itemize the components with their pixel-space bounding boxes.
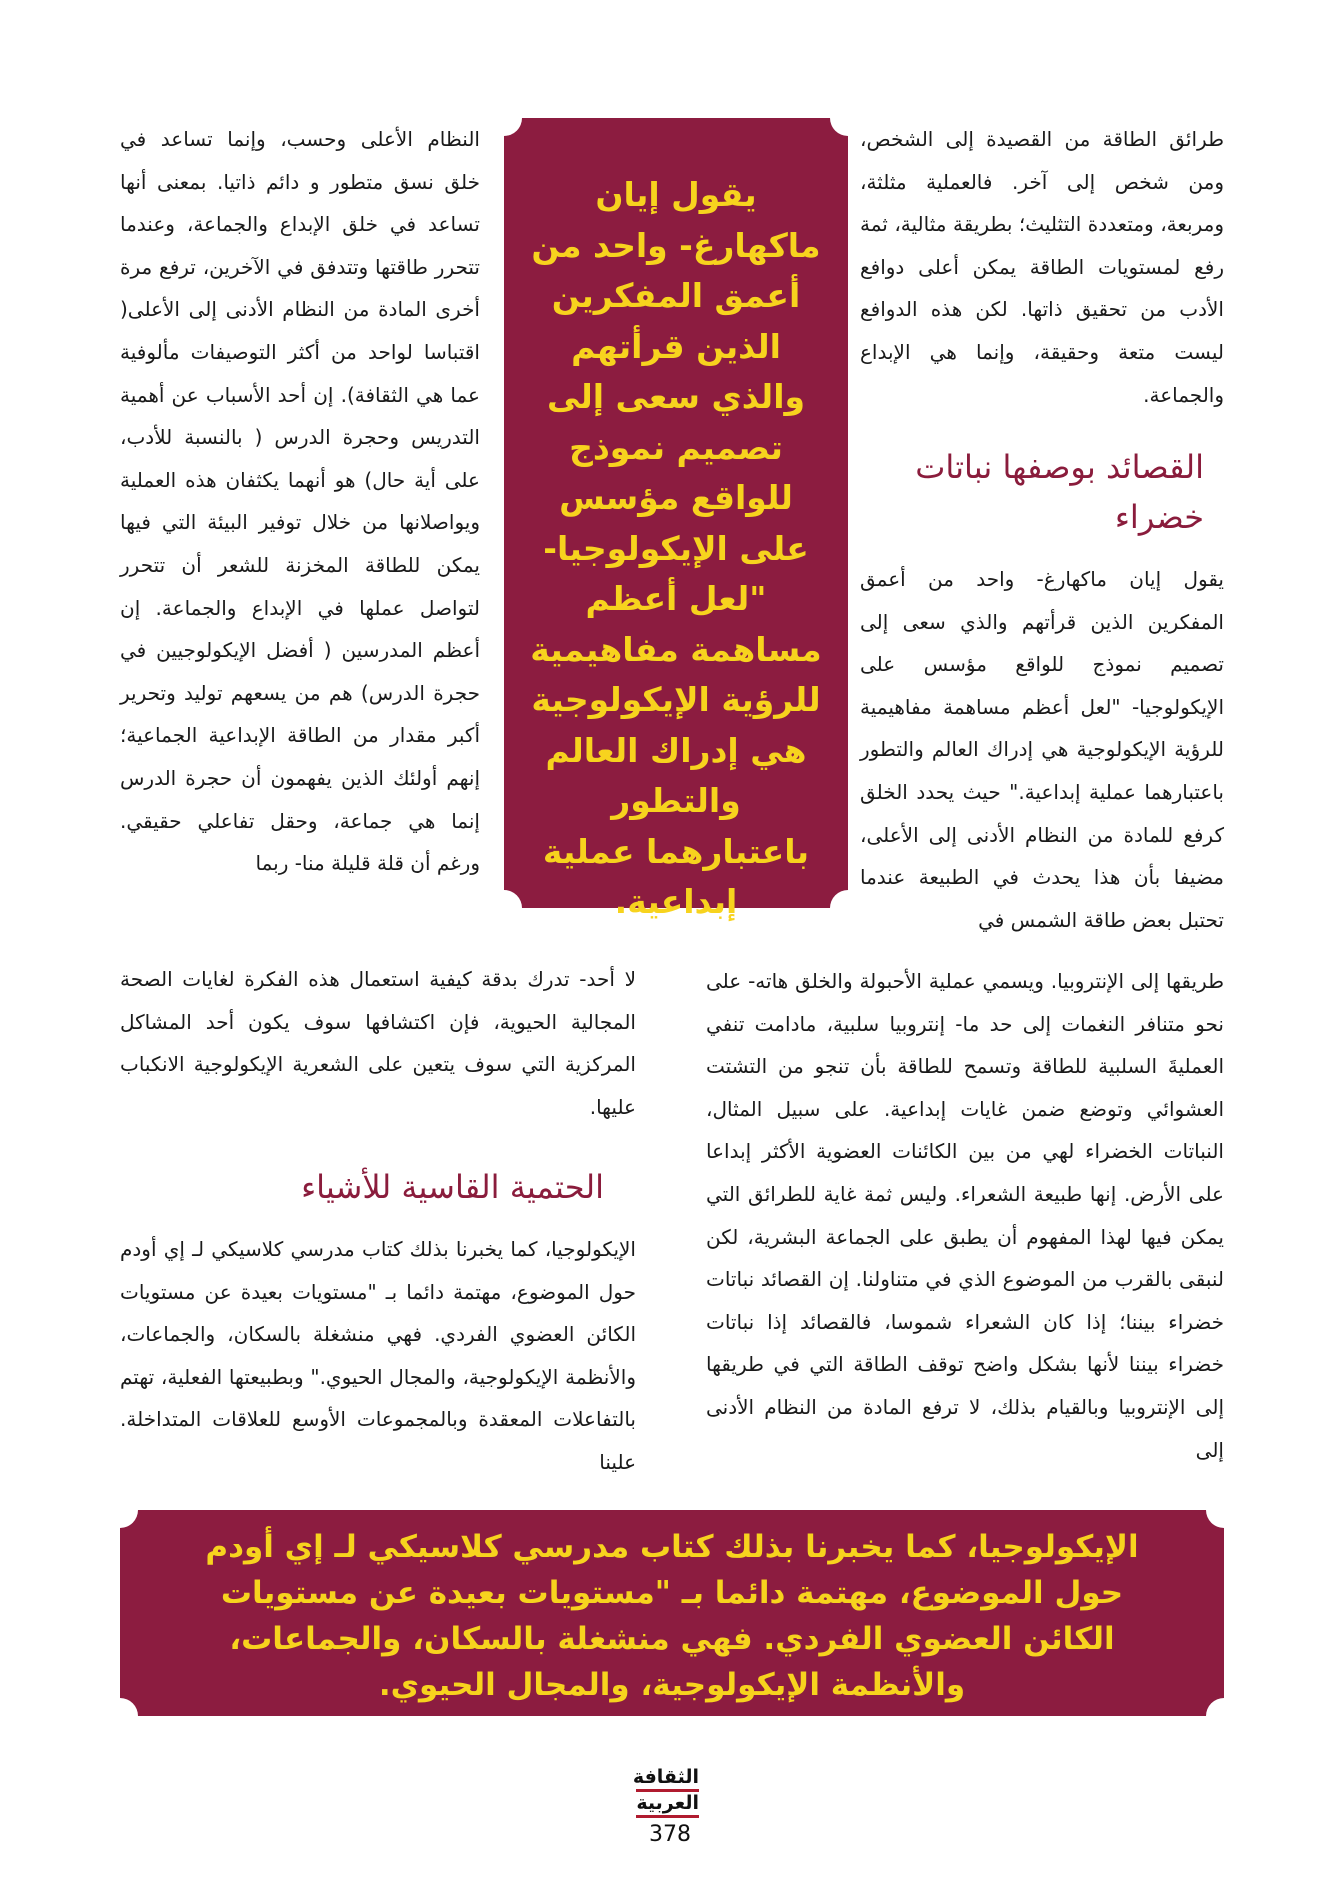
- pull-quote-bottom: [120, 1510, 1224, 1716]
- section-heading-harsh-determinism: الحتمية القاسية للأشياء: [301, 1168, 604, 1206]
- paragraph: يقول إيان ماكهارغ- واحد من أعمق المفكرين الذين قرأتهم والذي سعى إلى تصميم نموذج للواقع مؤسس على الإيكولوجيا- "لعل أعظم مساهمة مفاهيمية للرؤية الإيكولوجية هي إدراك العالم والتطور باعتبارهما عملية إبداعية." حيث يحدد الخلق كرفع للمادة من النظام الأدنى إلى الأعلى، مضيفا بأن هذا يحدث في الطبيعة عندما تحتبل بعض طاقة الشمس في: [860, 567, 1224, 932]
- corner-notch: [830, 100, 866, 136]
- section-heading-green-plants: القصائد بوصفها نباتات خضراء: [915, 448, 1204, 536]
- page-number: 378: [649, 1822, 691, 1847]
- corner-notch: [102, 1698, 138, 1734]
- corner-notch: [1206, 1698, 1242, 1734]
- pull-quote-text: الإيكولوجيا، كما يخبرنا بذلك كتاب مدرسي كلاسيكي لـ إي أودم حول الموضوع، مهتمة دائما بـ "مستويات بعيدة عن مستويات الكائن العضوي الفردي. فهي منشغلة بالسكان، والجماعات، والأنظمة الإيكولوجية، والمجال الحيوي.: [205, 1529, 1139, 1703]
- corner-notch: [102, 1492, 138, 1528]
- logo-line-2: العربية: [636, 1789, 699, 1818]
- right-column-body: [860, 558, 1224, 941]
- right-column-body-wide: [706, 960, 1224, 1471]
- left-column-body: [120, 1228, 636, 1484]
- corner-notch: [830, 890, 866, 926]
- corner-notch: [486, 890, 522, 926]
- corner-notch: [1206, 1492, 1242, 1528]
- right-column-intro: [860, 118, 1224, 416]
- magazine-logo: [632, 1766, 699, 1816]
- left-column-wide: [120, 958, 636, 1128]
- left-column-top: [120, 118, 480, 885]
- paragraph: طرائق الطاقة من القصيدة إلى الشخص، ومن شخص إلى آخر. فالعملية مثلثة، ومربعة، ومتعددة التثليث؛ بطريقة مثالية، ثمة رفع لمستويات الطاقة يمكن أعلى دوافع الأدب من تحقيق ذاتها. لكن هذه الدوافع ليست متعة وحقيقة، وإنما هي الإبداع والجماعة.: [860, 127, 1224, 407]
- paragraph: الإيكولوجيا، كما يخبرنا بذلك كتاب مدرسي كلاسيكي لـ إي أودم حول الموضوع، مهتمة دائما بـ "مستويات بعيدة عن مستويات الكائن العضوي الفردي. فهي منشغلة بالسكان، والجماعات، والأنظمة الإيكولوجية، والمجال الحيوي." وبطبيعتها الفعلية، تهتم بالتفاعلات المعقدة وبالمجموعات الأوسع للعلاقات المتداخلة. علينا: [120, 1237, 636, 1474]
- corner-notch: [486, 100, 522, 136]
- paragraph: طريقها إلى الإنتروبيا. ويسمي عملية الأحبولة والخلق هاته- على نحو متنافر النغمات إلى حد ما- إنتروبيا سلبية، مادامت تنفي العمليةَ السلبية للطاقة وتسمح للطاقة بأن تنجو من التشتت العشوائي وتوضع ضمن غايات إبداعية. على سبيل المثال، النباتات الخضراء لهي من بين الكائنات العضوية الأكثر إبداعا على الأرض. إنها طبيعة الشعراء. وليس ثمة غاية للطرائق التي يمكن فيها لهذا المفهوم أن يطبق على الجماعة البشرية، لكن لنبقى بالقرب من الموضوع الذي في متناولنا. إن القصائد نباتات خضراء بيننا؛ إذا كان الشعراء شموسا، فالقصائد إذا نباتات خضراء بيننا لأنها بشكل واضح توقف الطاقة التي في طريقها إلى الإنتروبيا وبالقيام بذلك، لا ترفع المادة من النظام الأدنى إلى: [706, 969, 1224, 1462]
- pull-quote-center: [504, 118, 848, 921]
- paragraph: النظام الأعلى وحسب، وإنما تساعد في خلق نسق متطور و دائم ذاتيا. بمعنى أنها تساعد في خلق الإبداع والجماعة، وعندما تتحرر طاقتها وتتدفق في الآخرين، ترفع مرة أخرى المادة من النظام الأدنى إلى الأعلى( اقتباسا لواحد من أكثر التوصيفات مألوفية عما هي الثقافة). إن أحد الأسباب عن أهمية التدريس وحجرة الدرس ( بالنسبة للأدب، على أية حال) هو أنهما يكثفان هذه العملية ويواصلانها من خلال توفير البيئة التي فيها يمكن للطاقة المخزنة للشعر أن تتحرر لتواصل عملها في الإبداع والجماعة. إن أعظم المدرسين ( أفضل الإيكولوجيين في حجرة الدرس) هم من يسعهم توليد وتحرير أكبر مقدار من الطاقة الإبداعية الجماعية؛ إنهم أولئك الذين يفهمون أن حجرة الدرس إنما هي جماعة، وحقل تفاعلي حقيقي. ورغم أن قلة قليلة منا- ربما: [120, 127, 480, 876]
- paragraph: لا أحد- تدرك بدقة كيفية استعمال هذه الفكرة لغايات الصحة المجالية الحيوية، فإن اكتشافها سوف يكون أحد المشاكل المركزية التي سوف يتعين على الشعرية الإيكولوجية الانكباب عليها.: [120, 967, 636, 1119]
- logo-line-1: الثقافة: [632, 1766, 699, 1788]
- pull-quote-text: يقول إيان ماكهارغ- واحد من أعمق المفكرين الذين قرأتهم والذي سعى إلى تصميم نموذج للواقع مؤسس على الإيكولوجيا- "لعل أعظم مساهمة مفاهيمية للرؤية الإيكولوجية هي إدراك العالم والتطور باعتبارهما عملية إبداعية.: [530, 175, 822, 921]
